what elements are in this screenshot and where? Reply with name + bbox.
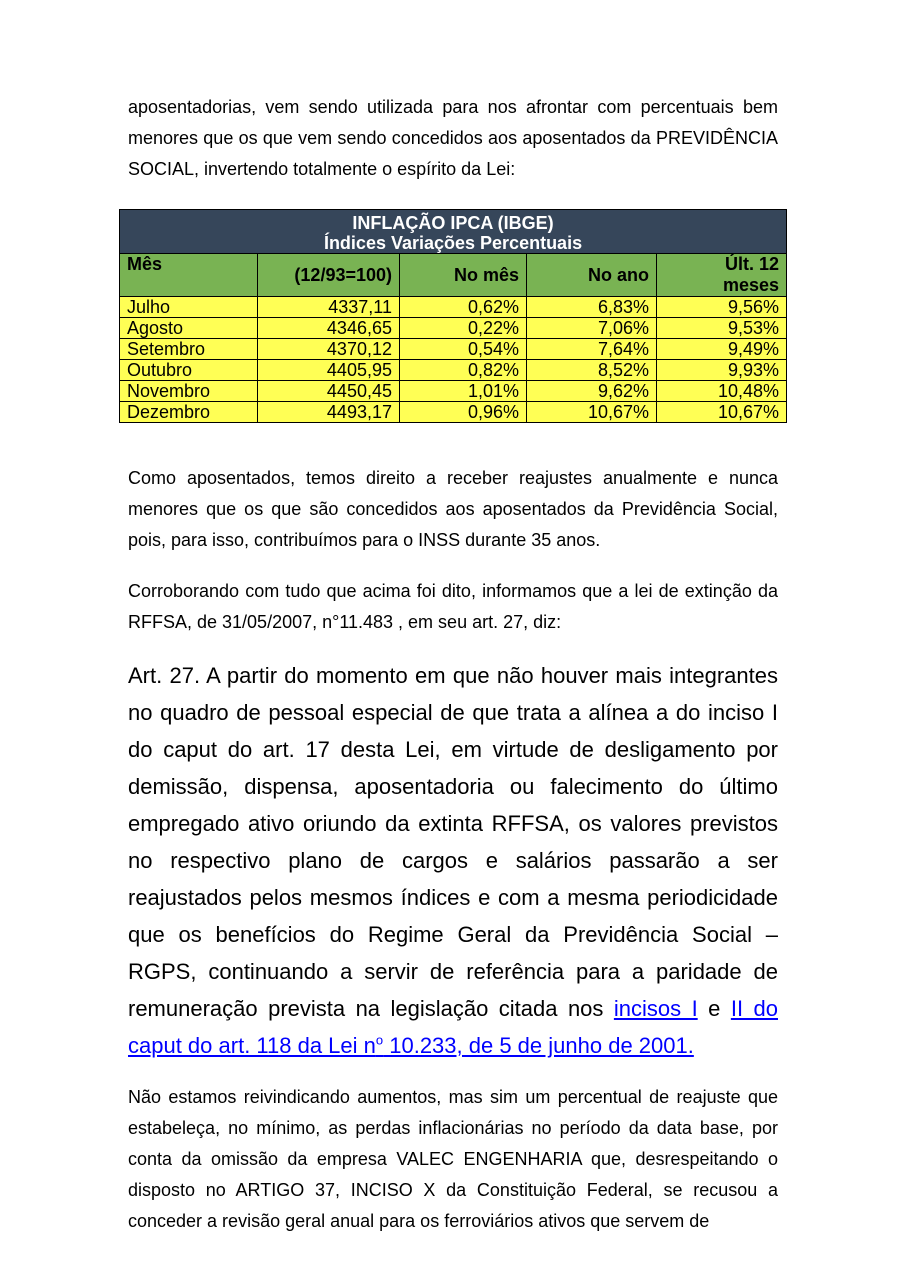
row-mes: Agosto [120, 318, 258, 339]
row-no-ano: 6,83% [527, 297, 657, 318]
header-no-mes: No mês [400, 254, 527, 297]
table-row [120, 339, 787, 360]
row-ult12: 10,48% [657, 381, 787, 402]
header-ult-12-line2: meses [722, 275, 780, 295]
row-indice: 4346,65 [258, 318, 400, 339]
row-mes: Dezembro [120, 402, 258, 423]
table-title-line2: Índices Variações Percentuais [323, 232, 583, 253]
final-paragraph: Não estamos reivindicando aumentos, mas sim um percentual de reajuste que estabeleça, no mínimo, as perdas inflacionárias no período da data base, por conta da omissão da empresa VALEC ENGENHARIA que, desrespeitando o disposto no ARTIGO 37, INCISO X da Constituição Federal, se recusou a conceder a revisão geral anual para os ferroviários ativos que servem de [128, 1087, 778, 1231]
row-mes: Outubro [120, 360, 258, 381]
link2-superscript: o [375, 1032, 384, 1048]
row-mes: Novembro [120, 381, 258, 402]
row-no-ano: 9,62% [527, 381, 657, 402]
article-text: Art. 27. A partir do momento em que não houver mais integrantes no quadro de pessoal especial de que trata a alínea a do inciso I do caput do art. 17 desta Lei, em virtude de desligamento por demissão, dispensa, aposentadoria ou falecimento do último empregado ativo oriundo da extinta RFFSA, os valores previstos no respectivo plano de cargos e salários passarão a ser reajustados pelos mesmos índices e com a mesma periodicidade que os benefícios do Regime Geral da Previdência Social – RGPS, continuando a servir de referência para a paridade de remuneração prevista na legislação citada nos [128, 663, 778, 1021]
table-body [120, 297, 787, 423]
table-row [120, 297, 787, 318]
ipca-table [119, 209, 787, 423]
header-no-ano: No ano [527, 254, 657, 297]
row-indice: 4337,11 [258, 297, 400, 318]
link2-text-b: 10.233, de 5 de junho de 2001. [383, 1033, 694, 1058]
row-no-ano: 10,67% [527, 402, 657, 423]
row-no-mes: 0,96% [400, 402, 527, 423]
table-header-row [120, 254, 787, 297]
row-no-mes: 0,22% [400, 318, 527, 339]
table-title-row [120, 210, 787, 254]
row-no-mes: 0,54% [400, 339, 527, 360]
direito-paragraph: Como aposentados, temos direito a receber reajustes anualmente e nunca menores que os que são concedidos aos aposentados da Previdência Social, pois, para isso, contribuímos para o INSS durante 35 anos. [128, 468, 778, 550]
row-no-ano: 7,64% [527, 339, 657, 360]
row-indice: 4370,12 [258, 339, 400, 360]
row-indice: 4405,95 [258, 360, 400, 381]
row-indice: 4450,45 [258, 381, 400, 402]
header-mes: Mês [120, 254, 258, 297]
row-no-ano: 8,52% [527, 360, 657, 381]
row-ult12: 10,67% [657, 402, 787, 423]
row-ult12: 9,56% [657, 297, 787, 318]
table-row [120, 360, 787, 381]
row-mes: Julho [120, 297, 258, 318]
table-title-line1: INFLAÇÃO IPCA (IBGE) [352, 212, 554, 233]
header-ult-12-line1: Últ. 12 [725, 254, 780, 274]
header-indice: (12/93=100) [258, 254, 400, 297]
article-connector: e [697, 996, 731, 1021]
row-ult12: 9,93% [657, 360, 787, 381]
corroborando-paragraph: Corroborando com tudo que acima foi dito, informamos que a lei de extinção da RFFSA, de 31/05/2007, n°11.483 , em seu art. 27, diz: [128, 581, 778, 632]
row-no-mes: 0,82% [400, 360, 527, 381]
table-row [120, 381, 787, 402]
row-indice: 4493,17 [258, 402, 400, 423]
row-ult12: 9,53% [657, 318, 787, 339]
row-no-mes: 0,62% [400, 297, 527, 318]
table-row [120, 318, 787, 339]
link2-text-a: II do caput do art. 118 da Lei n [128, 996, 778, 1058]
row-mes: Setembro [120, 339, 258, 360]
row-no-ano: 7,06% [527, 318, 657, 339]
link-incisos-i[interactable]: incisos I [613, 996, 698, 1021]
table-title [120, 210, 787, 254]
article-27-quote [128, 657, 778, 1064]
row-no-mes: 1,01% [400, 381, 527, 402]
table-row [120, 402, 787, 423]
row-ult12: 9,49% [657, 339, 787, 360]
intro-paragraph: aposentadorias, vem sendo utilizada para nos afrontar com percentuais bem menores que os que vem sendo concedidos aos aposentados da PREVIDÊNCIA SOCIAL, invertendo totalmente o espírito da Lei: [128, 97, 778, 179]
header-ult-12-meses [657, 254, 787, 297]
